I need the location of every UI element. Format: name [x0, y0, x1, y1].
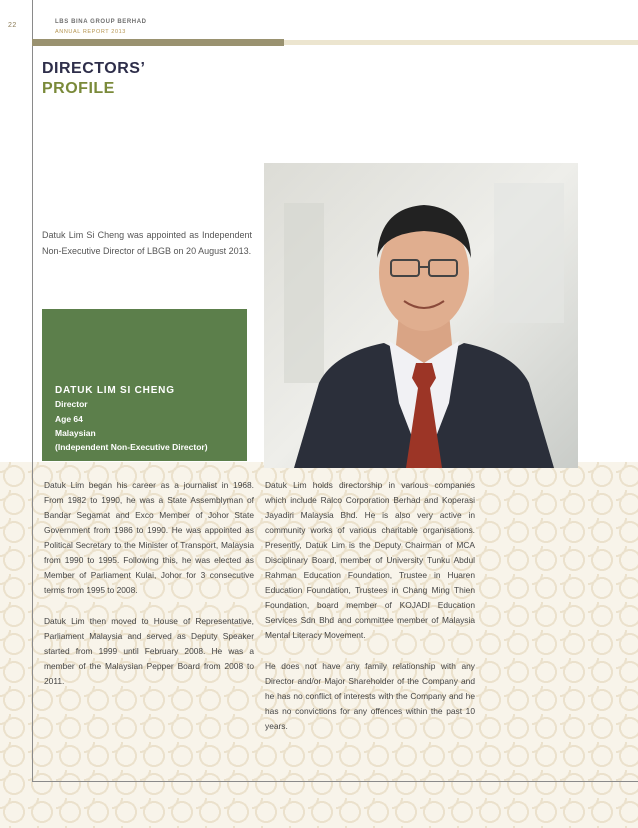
body-column-left: [44, 478, 254, 705]
director-info-box: [42, 309, 247, 461]
header-bar-dark: [32, 39, 284, 46]
director-age: Age 64: [55, 414, 83, 424]
body-paragraph: Datuk Lim holds directorship in various companies which include Ralco Corporation Berhad and Koperasi Jayadiri Malaysia Bhd. He is also very active in community works of various charitable organisations. Presently, Datuk Lim is the Deputy Chairman of MCA Disciplinary Board, member of University Tunku Abdul Rahman Education Foundation, Trustee in Huaren Education Foundation, Trustees in Chang Ming Thien Foundation, board member of KOJADI Education Services Sdn Bhd and committee member of Malaysia Mental Literacy Movement.: [265, 480, 475, 640]
director-portrait-photo: [264, 163, 578, 468]
company-name: LBS BINA GROUP BERHAD: [55, 19, 147, 25]
margin-rule-vertical: [32, 0, 33, 782]
director-name: DATUK LIM SI CHENG: [55, 385, 175, 396]
page-number: 22: [8, 22, 17, 29]
section-title-line1: DIRECTORS’: [42, 60, 146, 77]
body-paragraph: Datuk Lim began his career as a journalist in 1968. From 1982 to 1990, he was a State Assemblyman of Bandar Segamat and Exco Member of Johor State Government from 1986 to 1990. He was appointed as Political Secretary to the Minister of Transport, Malaysia from 1990 to 1995. Following this, he was elected as Member of Parliament Kulai, Johor for 3 consecutive terms from 1995 to 2008.: [44, 480, 254, 595]
director-status: (Independent Non-Executive Director): [55, 442, 208, 452]
intro-paragraph: Datuk Lim Si Cheng was appointed as Independent Non-Executive Director of LBGB on 20 August 2013.: [42, 230, 252, 256]
report-title: ANNUAL REPORT 2013: [55, 29, 126, 35]
body-paragraph: He does not have any family relationship with any Director and/or Major Shareholder of the Company and he has no conflict of interests with the Company and he has no convictions for any offences within the past 10 years.: [265, 661, 475, 731]
margin-rule-horizontal: [32, 781, 638, 782]
director-nationality: Malaysian: [55, 428, 96, 438]
director-role: Director: [55, 399, 88, 409]
body-paragraph: Datuk Lim then moved to House of Representative, Parliament Malaysia and served as Deputy Speaker started from 1999 until February 2008. He was a member of the Malaysian Pepper Board from 2008 to 2011.: [44, 616, 254, 686]
body-column-right: [265, 478, 475, 750]
section-title-line2: PROFILE: [42, 80, 115, 97]
header-bar-light: [284, 40, 638, 45]
